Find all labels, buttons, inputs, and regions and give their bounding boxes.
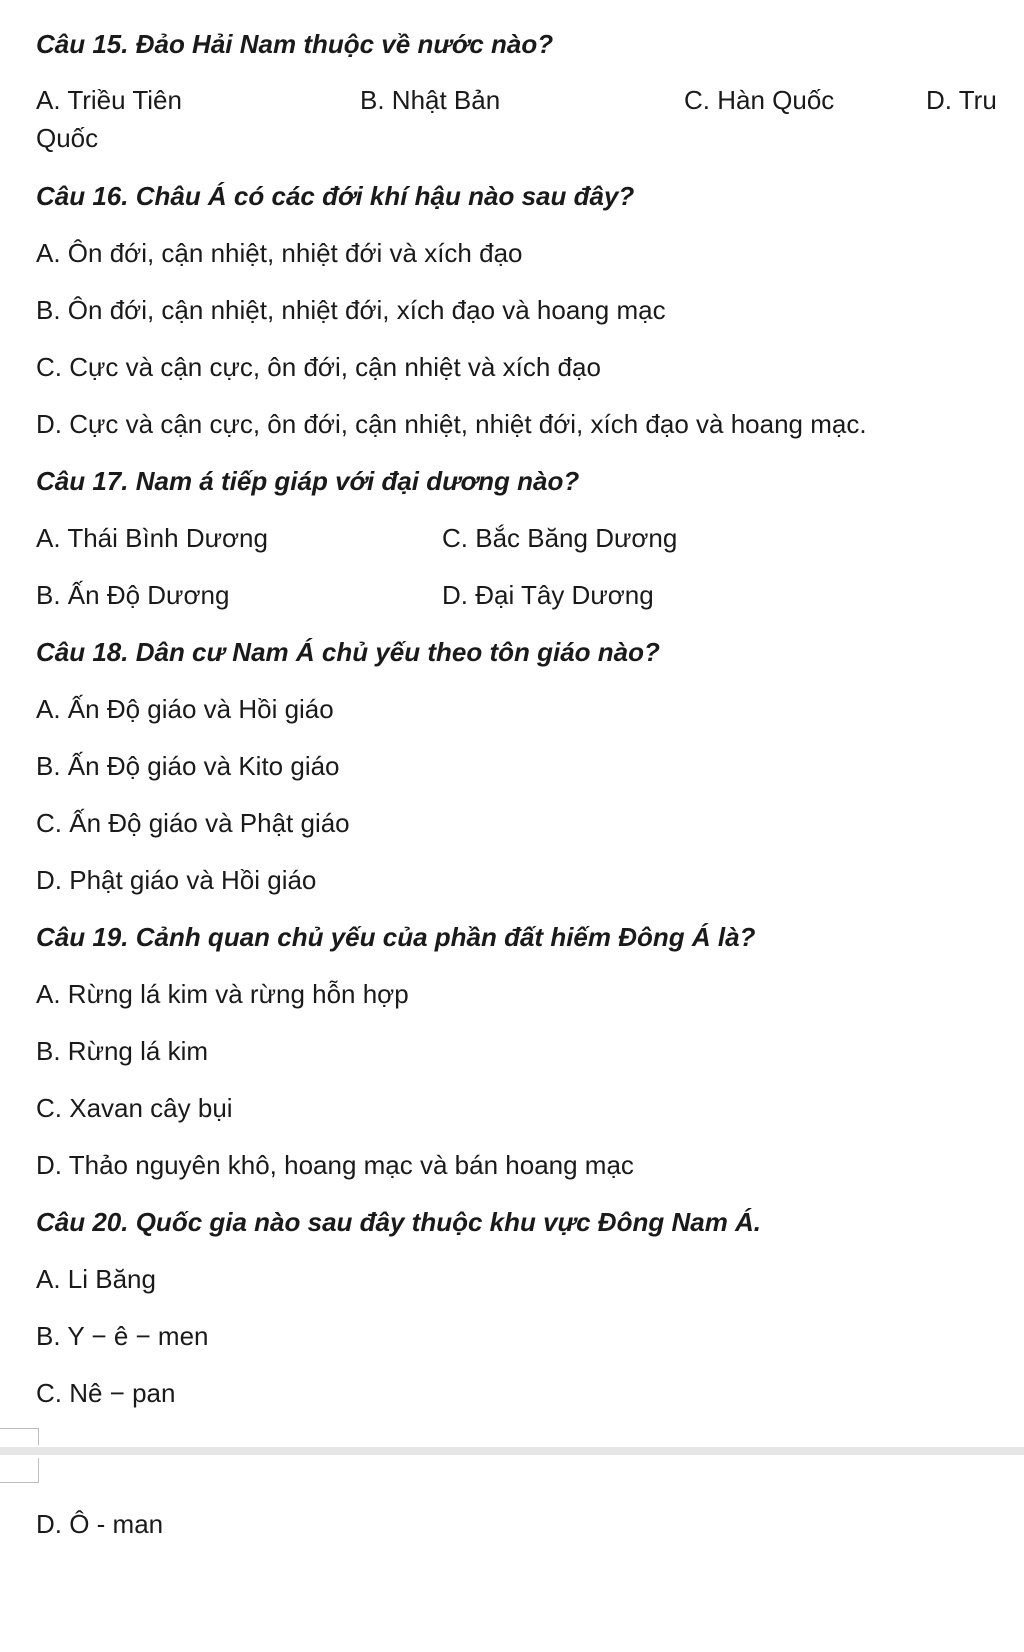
- q16-option-a: A. Ôn đới, cận nhiệt, nhiệt đới và xích đạo: [36, 238, 523, 268]
- q19-option-d: D. Thảo nguyên khô, hoang mạc và bán hoang mạc: [36, 1150, 634, 1180]
- q18-option-c: C. Ấn Độ giáo và Phật giáo: [36, 808, 350, 838]
- q19-option-c: C. Xavan cây bụi: [36, 1093, 233, 1123]
- q15-option-b: B. Nhật Bản: [360, 85, 501, 115]
- question-20: Câu 20. Quốc gia nào sau đây thuộc khu vực Đông Nam Á.: [36, 1207, 762, 1237]
- q15-option-a: A. Triều Tiên: [36, 85, 182, 115]
- q18-option-a: A. Ấn Độ giáo và Hồi giáo: [36, 694, 334, 724]
- q18-option-d: D. Phật giáo và Hồi giáo: [36, 865, 317, 895]
- q19-option-a: A. Rừng lá kim và rừng hỗn hợp: [36, 979, 409, 1009]
- q19-option-b: B. Rừng lá kim: [36, 1036, 209, 1066]
- q20-option-b: B. Y − ê − men: [36, 1321, 209, 1351]
- q17-option-c: C. Bắc Băng Dương: [442, 523, 678, 553]
- q15-option-d-continued: Quốc: [36, 123, 99, 153]
- q20-option-c: C. Nê − pan: [36, 1378, 176, 1408]
- question-18: Câu 18. Dân cư Nam Á chủ yếu theo tôn giáo nào?: [36, 637, 660, 667]
- question-19: Câu 19. Cảnh quan chủ yếu của phần đất hiếm Đông Á là?: [36, 922, 756, 952]
- question-15: Câu 15. Đảo Hải Nam thuộc về nước nào?: [36, 29, 554, 59]
- q15-option-c: C. Hàn Quốc: [684, 85, 835, 115]
- q16-option-d: D. Cực và cận cực, ôn đới, cận nhiệt, nhiệt đới, xích đạo và hoang mạc.: [36, 409, 867, 439]
- page-corner-bottom: [0, 1458, 39, 1483]
- q17-option-d: D. Đại Tây Dương: [442, 580, 654, 610]
- q16-option-b: B. Ôn đới, cận nhiệt, nhiệt đới, xích đạo và hoang mạc: [36, 295, 666, 325]
- q16-option-c: C. Cực và cận cực, ôn đới, cận nhiệt và xích đạo: [36, 352, 601, 382]
- q20-option-d: D. Ô - man: [36, 1509, 164, 1539]
- q20-option-a: A. Li Băng: [36, 1264, 156, 1294]
- q18-option-b: B. Ấn Độ giáo và Kito giáo: [36, 751, 340, 781]
- question-17: Câu 17. Nam á tiếp giáp với đại dương nào?: [36, 466, 580, 496]
- q15-option-d: D. Tru: [926, 85, 997, 115]
- question-16: Câu 16. Châu Á có các đới khí hậu nào sau đây?: [36, 181, 635, 211]
- q17-option-a: A. Thái Bình Dương: [36, 523, 268, 553]
- q17-option-b: B. Ấn Độ Dương: [36, 580, 230, 610]
- page-corner-top: [0, 1428, 39, 1445]
- page-break-divider: [0, 1447, 1024, 1455]
